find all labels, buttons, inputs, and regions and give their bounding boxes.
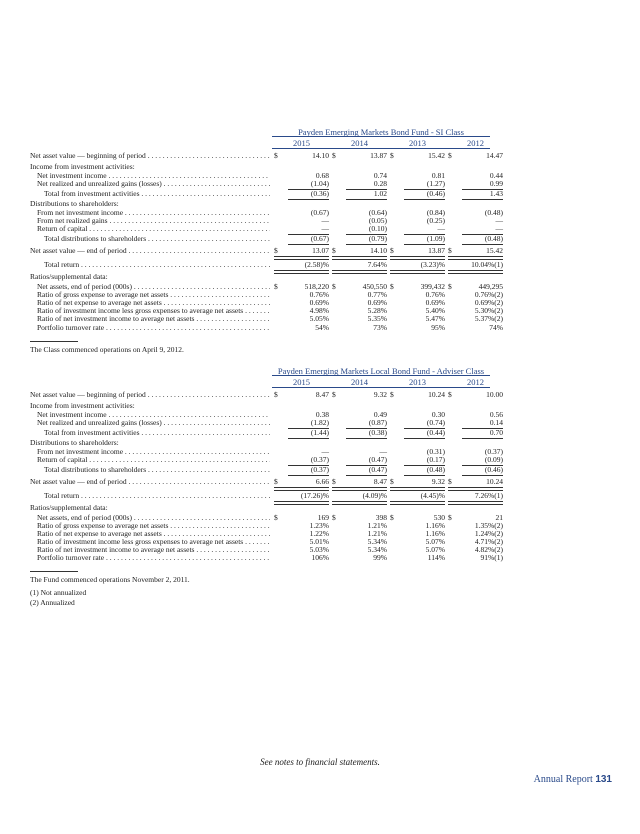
value-cell: 450,550	[362, 282, 387, 291]
dollar-sign: $	[390, 151, 394, 160]
row-label: Net asset value — beginning of period . . .	[30, 151, 270, 160]
table-row	[30, 260, 615, 269]
value-cell: 5.34%	[367, 545, 387, 554]
dollar-sign: $	[332, 390, 336, 399]
value-cell: 1.35%(2)	[474, 521, 503, 530]
fund-title: Payden Emerging Markets Local Bond Fund - Adviser Class	[277, 366, 485, 376]
value-cell: 95%	[431, 323, 445, 332]
value-cell: 9.32	[373, 390, 387, 399]
value-cell: 15.42	[486, 246, 503, 255]
value-cell: 54%	[315, 323, 329, 332]
table-row	[30, 553, 615, 562]
page-number: 131	[595, 774, 612, 785]
value-cell: (0.48)	[484, 208, 503, 217]
value-cell: 5.01%	[309, 537, 329, 546]
total-rule	[448, 487, 503, 491]
value-cell: 5.28%	[367, 306, 387, 315]
value-cell: —	[321, 216, 329, 225]
row-label: Net asset value — end of period . . .	[30, 477, 270, 486]
value-cell: 0.56	[489, 410, 503, 419]
subtotal-rule	[288, 244, 329, 245]
table-note: The Class commenced operations on April 9, 2012.	[30, 345, 184, 354]
value-cell: 5.07%	[425, 545, 445, 554]
value-cell: 5.07%	[425, 537, 445, 546]
value-cell: 10.00	[486, 390, 503, 399]
total-rule	[390, 487, 445, 491]
value-cell: 4.98%	[309, 306, 329, 315]
row-label: Net investment income . . .	[37, 171, 270, 180]
value-cell: (4.09)%	[362, 491, 387, 500]
table-row	[30, 162, 615, 171]
dollar-sign: $	[448, 282, 452, 291]
row-label: From net investment income . . .	[37, 208, 270, 217]
value-cell: 1.24%(2)	[474, 529, 503, 538]
value-cell: (0.48)	[484, 234, 503, 243]
value-cell: 4.71%(2)	[474, 537, 503, 546]
value-cell: 518,220	[304, 282, 329, 291]
value-cell: (0.87)	[368, 418, 387, 427]
value-cell: (3.23)%	[420, 260, 445, 269]
value-cell: (2.58)%	[304, 260, 329, 269]
year-header: 2013	[409, 138, 426, 148]
row-label: Distributions to shareholders:	[30, 438, 119, 447]
row-label: Income from investment activities:	[30, 401, 135, 410]
table-row	[30, 234, 615, 243]
value-cell: 530	[433, 513, 445, 522]
row-label: Total return . . .	[44, 260, 270, 269]
row-label: From net realized gains . . .	[37, 216, 270, 225]
value-cell: 8.47	[373, 477, 387, 486]
table-row	[30, 189, 615, 198]
table-row	[30, 401, 615, 410]
value-cell: 449,295	[478, 282, 503, 291]
dollar-sign: $	[274, 246, 278, 255]
value-cell: (0.37)	[310, 465, 329, 474]
subtotal-rule	[462, 244, 503, 245]
table-row	[30, 272, 615, 281]
value-cell: 0.76%	[309, 290, 329, 299]
value-cell: 5.35%	[367, 314, 387, 323]
dollar-sign: $	[274, 513, 278, 522]
value-cell: 10.24	[428, 390, 445, 399]
value-cell: 0.69%	[309, 298, 329, 307]
table-row	[30, 438, 615, 447]
table-row	[30, 428, 615, 437]
value-cell: 5.47%	[425, 314, 445, 323]
dollar-sign: $	[332, 151, 336, 160]
row-label: Total return . . .	[44, 491, 270, 500]
year-header: 2015	[293, 377, 310, 387]
value-cell: 5.30%(2)	[474, 306, 503, 315]
dollar-sign: $	[332, 282, 336, 291]
value-cell: 4.82%(2)	[474, 545, 503, 554]
value-cell: 106%	[311, 553, 329, 562]
total-rule	[448, 256, 503, 260]
value-cell: (1.82)	[310, 418, 329, 427]
value-cell: (4.45)%	[420, 491, 445, 500]
value-cell: 398	[375, 513, 387, 522]
row-label: Ratios/supplemental data:	[30, 272, 108, 281]
dollar-sign: $	[332, 513, 336, 522]
value-cell: 5.03%	[309, 545, 329, 554]
value-cell: 0.30	[431, 410, 445, 419]
value-cell: 74%	[489, 323, 503, 332]
value-cell: (17.26)%	[300, 491, 329, 500]
row-label: Ratio of net expense to average net assets . . .	[37, 529, 270, 538]
value-cell: (0.10)	[368, 224, 387, 233]
row-label: Net realized and unrealized gains (losses) . . .	[37, 418, 270, 427]
value-cell: 5.40%	[425, 306, 445, 315]
value-cell: (0.84)	[426, 208, 445, 217]
value-cell: (0.25)	[426, 216, 445, 225]
value-cell: 7.64%	[367, 260, 387, 269]
value-cell: 0.28	[373, 179, 387, 188]
note-rule	[30, 341, 78, 342]
value-cell: 14.10	[370, 246, 387, 255]
subtotal-rule	[346, 244, 387, 245]
value-cell: (0.46)	[426, 189, 445, 198]
value-cell: (1.04)	[310, 179, 329, 188]
total-rule	[390, 256, 445, 260]
table-row	[30, 390, 615, 399]
row-label: Net realized and unrealized gains (losses) . . .	[37, 179, 270, 188]
value-cell: 13.07	[312, 246, 329, 255]
value-cell: 0.44	[489, 171, 503, 180]
subtotal-rule	[404, 475, 445, 476]
dollar-sign: $	[390, 390, 394, 399]
title-rule	[272, 136, 490, 137]
value-cell: —	[321, 224, 329, 233]
dollar-sign: $	[274, 282, 278, 291]
value-cell: 1.43	[489, 189, 503, 198]
value-cell: (1.09)	[426, 234, 445, 243]
subtotal-rule	[404, 244, 445, 245]
year-rule	[272, 148, 490, 149]
value-cell: 5.05%	[309, 314, 329, 323]
value-cell: 0.38	[315, 410, 329, 419]
footnote: (1) Not annualized	[30, 588, 87, 597]
total-rule	[332, 487, 387, 491]
value-cell: 0.49	[373, 410, 387, 419]
dollar-sign: $	[274, 390, 278, 399]
page-footer	[534, 774, 612, 785]
total-rule	[274, 256, 329, 260]
value-cell: 0.76%(2)	[474, 290, 503, 299]
value-cell: (0.05)	[368, 216, 387, 225]
dollar-sign: $	[274, 151, 278, 160]
value-cell: 91%(1)	[480, 553, 503, 562]
dollar-sign: $	[390, 513, 394, 522]
total-rule	[332, 256, 387, 260]
value-cell: —	[437, 224, 445, 233]
row-label: Total distributions to shareholders . . .	[44, 234, 270, 243]
row-label: Net assets, end of period (000s) . . .	[37, 282, 270, 291]
value-cell: (0.38)	[368, 428, 387, 437]
row-label: Ratio of net investment income to average net assets . . .	[37, 545, 270, 554]
row-label: Ratio of investment income less gross expenses to average net assets . . .	[37, 537, 270, 546]
value-cell: 7.26%(1)	[474, 491, 503, 500]
subtotal-rule	[346, 475, 387, 476]
value-cell: (0.74)	[426, 418, 445, 427]
value-cell: 1.23%	[309, 521, 329, 530]
table-row	[30, 314, 615, 323]
row-label: Return of capital . . .	[37, 224, 270, 233]
value-cell: (0.36)	[310, 189, 329, 198]
value-cell: 5.34%	[367, 537, 387, 546]
value-cell: 9.32	[431, 477, 445, 486]
table-row	[30, 477, 615, 486]
value-cell: 6.66	[315, 477, 329, 486]
table-note: The Fund commenced operations November 2, 2011.	[30, 575, 190, 584]
value-cell: (0.67)	[310, 234, 329, 243]
row-label: Net asset value — beginning of period . . .	[30, 390, 270, 399]
value-cell: 1.02	[373, 189, 387, 198]
table-row	[30, 455, 615, 464]
table-row	[30, 491, 615, 500]
value-cell: 13.87	[370, 151, 387, 160]
row-label: Ratios/supplemental data:	[30, 503, 108, 512]
value-cell: 169	[317, 513, 329, 522]
value-cell: (0.31)	[426, 447, 445, 456]
table-row	[30, 503, 615, 512]
value-cell: 0.69%	[425, 298, 445, 307]
table-row	[30, 199, 615, 208]
dollar-sign: $	[390, 246, 394, 255]
year-header: 2014	[351, 138, 368, 148]
row-label: Income from investment activities:	[30, 162, 135, 171]
row-label: Ratio of gross expense to average net assets . . .	[37, 521, 270, 530]
value-cell: (1.27)	[426, 179, 445, 188]
value-cell: 1.21%	[367, 529, 387, 538]
value-cell: —	[495, 216, 503, 225]
year-header: 2013	[409, 377, 426, 387]
value-cell: 0.14	[489, 418, 503, 427]
value-cell: (1.44)	[310, 428, 329, 437]
value-cell: (0.47)	[368, 455, 387, 464]
table-row	[30, 323, 615, 332]
table-row	[30, 179, 615, 188]
row-label: Net asset value — end of period . . .	[30, 246, 270, 255]
year-rule	[272, 387, 490, 388]
value-cell: 10.04%(1)	[471, 260, 503, 269]
value-cell: (0.37)	[310, 455, 329, 464]
dollar-sign: $	[390, 477, 394, 486]
row-label: Total from investment activities . . .	[44, 189, 270, 198]
value-cell: (0.37)	[484, 447, 503, 456]
value-cell: 5.37%(2)	[474, 314, 503, 323]
value-cell: —	[495, 224, 503, 233]
value-cell: 1.16%	[425, 529, 445, 538]
total-rule	[274, 487, 329, 491]
value-cell: (0.46)	[484, 465, 503, 474]
fund-title: Payden Emerging Markets Bond Fund - SI Class	[298, 127, 464, 137]
table-row	[30, 418, 615, 427]
row-label: Portfolio turnover rate . . .	[37, 323, 270, 332]
year-header: 2014	[351, 377, 368, 387]
value-cell: 114%	[427, 553, 445, 562]
value-cell: 0.70	[489, 428, 503, 437]
row-label: Ratio of investment income less gross expenses to average net assets . . .	[37, 306, 270, 315]
dollar-sign: $	[274, 477, 278, 486]
value-cell: 10.24	[486, 477, 503, 486]
row-label: Ratio of net investment income to average net assets . . .	[37, 314, 270, 323]
value-cell: 13.87	[428, 246, 445, 255]
value-cell: 0.77%	[367, 290, 387, 299]
value-cell: (0.67)	[310, 208, 329, 217]
value-cell: 399,432	[420, 282, 445, 291]
row-label: Distributions to shareholders:	[30, 199, 119, 208]
row-label: Total from investment activities . . .	[44, 428, 270, 437]
value-cell: 21	[495, 513, 503, 522]
dollar-sign: $	[448, 477, 452, 486]
value-cell: 1.16%	[425, 521, 445, 530]
dollar-sign: $	[448, 513, 452, 522]
value-cell: (0.09)	[484, 455, 503, 464]
subtotal-rule	[462, 475, 503, 476]
table-row	[30, 151, 615, 160]
value-cell: 73%	[373, 323, 387, 332]
value-cell: (0.79)	[368, 234, 387, 243]
row-label: From net investment income . . .	[37, 447, 270, 456]
year-header: 2015	[293, 138, 310, 148]
see-notes-text: See notes to financial statements.	[260, 757, 380, 767]
year-header: 2012	[467, 138, 484, 148]
value-cell: 8.47	[315, 390, 329, 399]
value-cell: (0.64)	[368, 208, 387, 217]
value-cell: —	[379, 447, 387, 456]
value-cell: (0.47)	[368, 465, 387, 474]
note-rule	[30, 571, 78, 572]
value-cell: (0.48)	[426, 465, 445, 474]
row-label: Return of capital . . .	[37, 455, 270, 464]
value-cell: 14.47	[486, 151, 503, 160]
value-cell: 15.42	[428, 151, 445, 160]
value-cell: (0.44)	[426, 428, 445, 437]
row-label: Net investment income . . .	[37, 410, 270, 419]
value-cell: 99%	[373, 553, 387, 562]
value-cell: 0.69%(2)	[474, 298, 503, 307]
report-label: Annual Report	[533, 774, 593, 785]
dollar-sign: $	[332, 246, 336, 255]
dollar-sign: $	[448, 390, 452, 399]
value-cell: 14.10	[312, 151, 329, 160]
row-label: Portfolio turnover rate . . .	[37, 553, 270, 562]
dollar-sign: $	[390, 282, 394, 291]
table-row	[30, 465, 615, 474]
year-header: 2012	[467, 377, 484, 387]
subtotal-rule	[288, 475, 329, 476]
value-cell: 0.69%	[367, 298, 387, 307]
value-cell: 0.76%	[425, 290, 445, 299]
table-row	[30, 246, 615, 255]
value-cell: —	[321, 447, 329, 456]
dollar-sign: $	[448, 246, 452, 255]
value-cell: 0.81	[431, 171, 445, 180]
dollar-sign: $	[332, 477, 336, 486]
value-cell: (0.17)	[426, 455, 445, 464]
dollar-sign: $	[448, 151, 452, 160]
title-rule	[272, 375, 490, 376]
row-label: Ratio of gross expense to average net assets . . .	[37, 290, 270, 299]
value-cell: 0.68	[315, 171, 329, 180]
value-cell: 1.21%	[367, 521, 387, 530]
table-row	[30, 224, 615, 233]
footnote: (2) Annualized	[30, 598, 75, 607]
value-cell: 0.74	[373, 171, 387, 180]
value-cell: 1.22%	[309, 529, 329, 538]
row-label: Total distributions to shareholders . . .	[44, 465, 270, 474]
value-cell: 0.99	[489, 179, 503, 188]
row-label: Ratio of net expense to average net assets . . .	[37, 298, 270, 307]
row-label: Net assets, end of period (000s) . . .	[37, 513, 270, 522]
